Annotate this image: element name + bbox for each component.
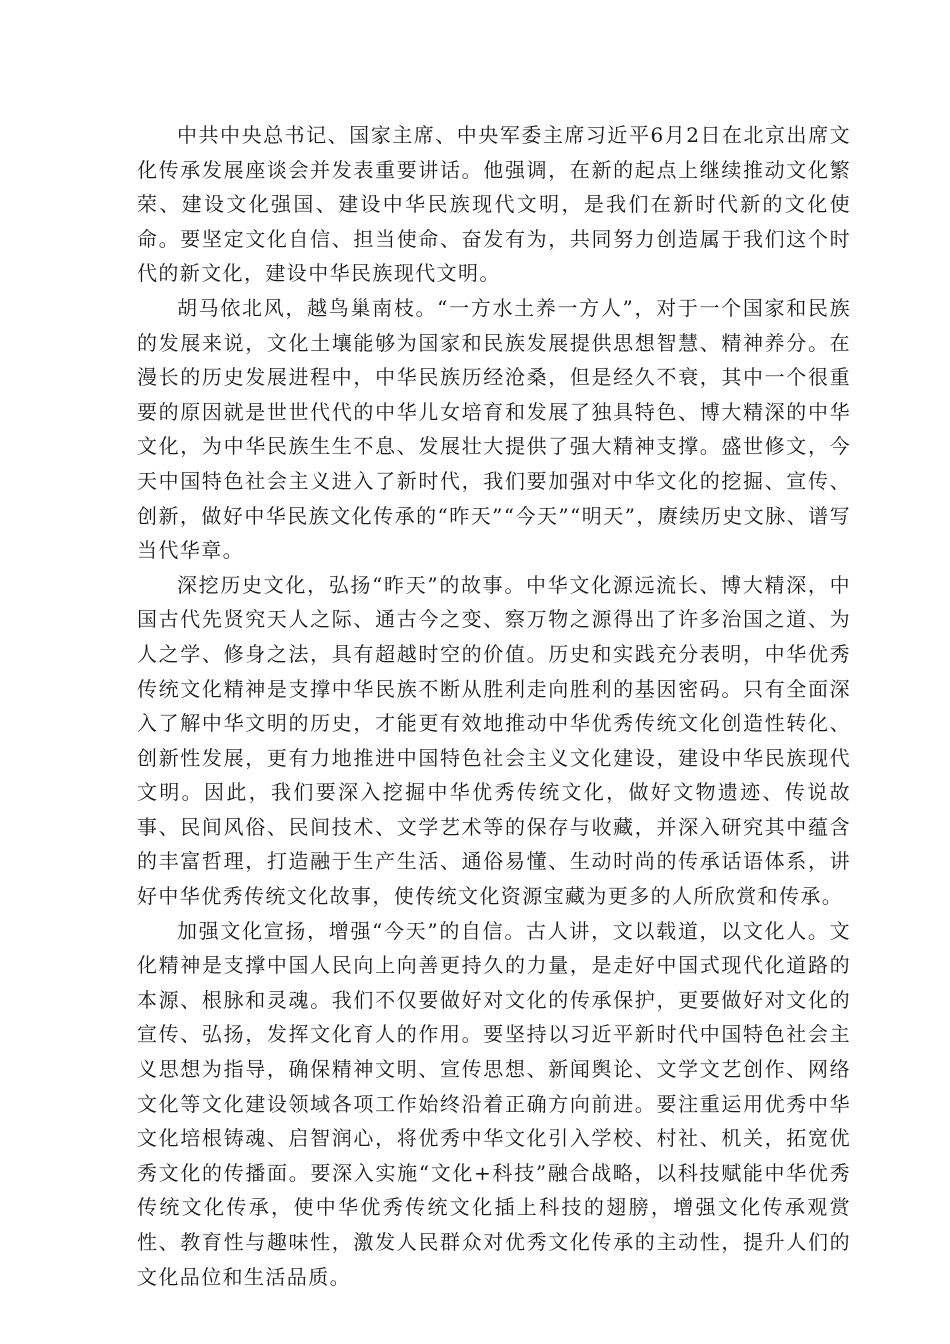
document-body: [137, 118, 851, 1294]
paragraph-3: 深挖历史文化，弘扬“昨天”的故事。中华文化源远流长、博大精深，中国古代先贤究天人之际、通古今之变、察万物之源得出了许多治国之道、为人之学、修身之法，具有超越时空的价值。历史和实践充分表明，中华优秀传统文化精神是支撑中华民族不断从胜利走向胜利的基因密码。只有全面深入了解中华文明的历史，才能更有效地推动中华优秀传统文化创造性转化、创新性发展，更有力地推进中国特色社会主义文化建设，建设中华民族现代文明。因此，我们要深入挖掘中华优秀传统文化，做好文物遗迹、传说故事、民间风俗、民间技术、文学艺术等的保存与收藏，并深入研究其中蕴含的丰富哲理，打造融于生产生活、通俗易懂、生动时尚的传承话语体系，讲好中华优秀传统文化故事，使传统文化资源宝藏为更多的人所欣赏和传承。: [137, 572, 851, 909]
paragraph-2: 胡马依北风，越鸟巢南枝。“一方水土养一方人”，对于一个国家和民族的发展来说，文化土壤能够为国家和民族发展提供思想智慧、精神养分。在漫长的历史发展进程中，中华民族历经沧桑，但是经久不衰，其中一个很重要的原因就是世世代代的中华儿女培育和发展了独具特色、博大精深的中华文化，为中华民族生生不息、发展壮大提供了强大精神支撑。盛世修文，今天中国特色社会主义进入了新时代，我们要加强对中华文化的挖掘、宣传、创新，做好中华民族文化传承的“昨天”“今天”“明天”，赓续历史文脉、谱写当代华章。: [137, 295, 851, 563]
paragraph-4: 加强文化宣扬，增强“今天”的自信。古人讲，文以载道，以文化人。文化精神是支撑中国人民向上向善更持久的力量，是走好中国式现代化道路的本源、根脉和灵魂。我们不仅要做好对文化的传承保护，更要做好对文化的宣传、弘扬，发挥文化育人的作用。要坚持以习近平新时代中国特色社会主义思想为指导，确保精神文明、宣传思想、新闻舆论、文学文艺创作、网络文化等文化建设领域各项工作始终沿着正确方向前进。要注重运用优秀中华文化培根铸魂、启智润心，将优秀中华文化引入学校、村社、机关，拓宽优秀文化的传播面。要深入实施“文化+科技”融合战略，以科技赋能中华优秀传统文化传承，使中华优秀传统文化插上科技的翅膀，增强文化传承观赏性、教育性与趣味性，激发人民群众对优秀文化传承的主动性，提升人们的文化品位和生活品质。: [137, 918, 851, 1289]
paragraph-1: 中共中央总书记、国家主席、中央军委主席习近平6月2日在北京出席文化传承发展座谈会并发表重要讲话。他强调，在新的起点上继续推动文化繁荣、建设文化强国、建设中华民族现代文明，是我们在新时代新的文化使命。要坚定文化自信、担当使命、奋发有为，共同努力创造属于我们这个时代的新文化，建设中华民族现代文明。: [137, 123, 851, 286]
